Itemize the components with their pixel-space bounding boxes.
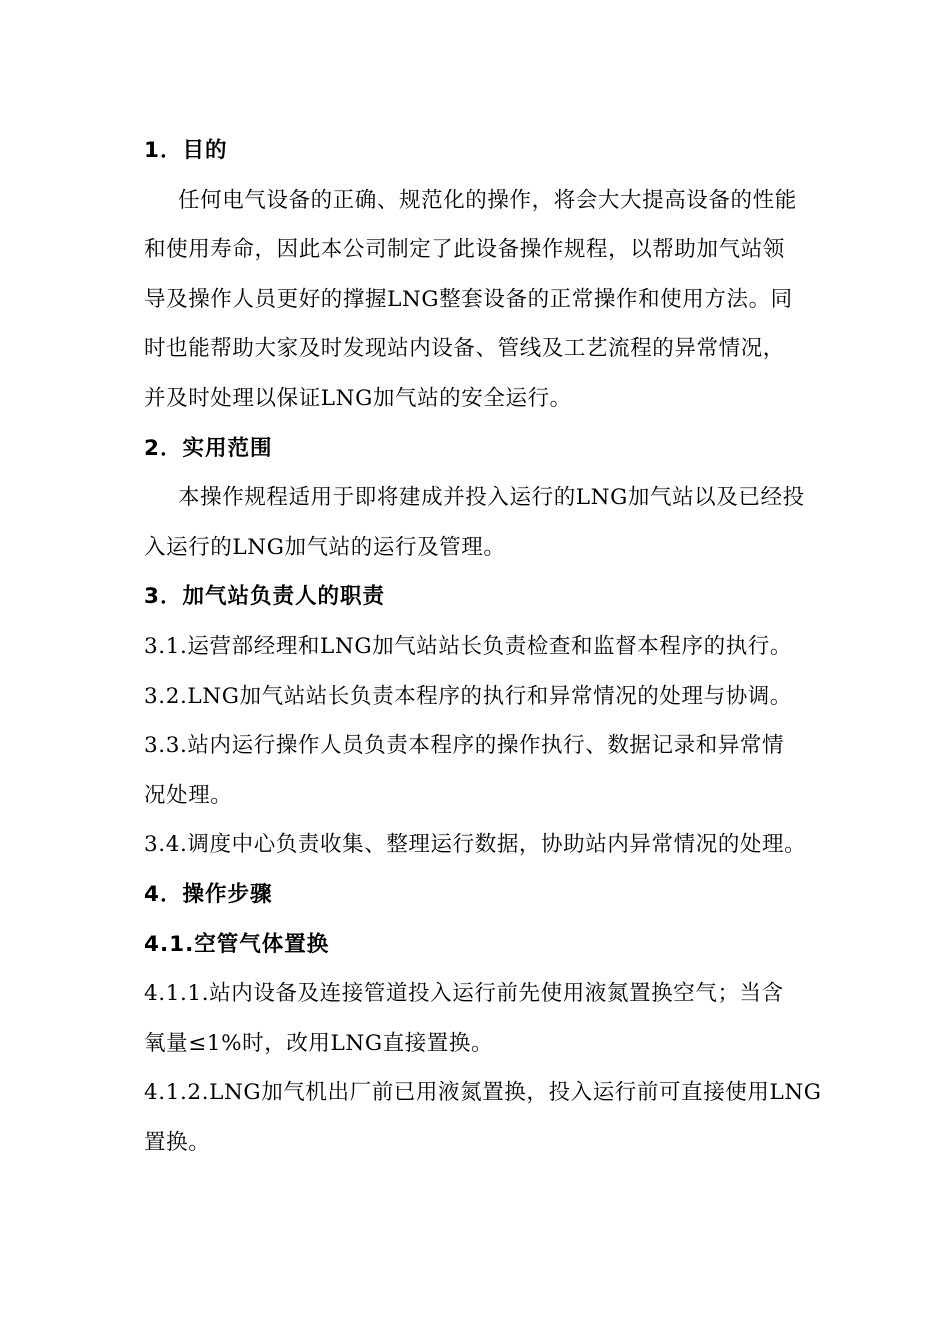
section-heading-procedure: 4．操作步骤 (144, 881, 273, 907)
paragraph-line: 和使用寿命，因此本公司制定了此设备操作规程，以帮助加气站领 (144, 237, 785, 263)
section-heading-purpose: 1．目的 (144, 138, 228, 163)
list-item-3-1: 3.1.运营部经理和LNG加气站站长负责检查和监督本程序的执行。 (144, 633, 792, 659)
list-item-4-1-1: 4.1.1.站内设备及连接管道投入运行前先使用液氮置换空气；当含 (144, 981, 784, 1007)
list-item-4-1-2-cont: 置换。 (144, 1129, 211, 1155)
list-item-3-4: 3.4.调度中心负责收集、整理运行数据，协助站内异常情况的处理。 (144, 832, 807, 858)
list-item-4-1-2: 4.1.2.LNG加气机出厂前已用液氮置换，投入运行前可直接使用LNG (144, 1080, 822, 1106)
paragraph-line: 并及时处理以保证LNG加气站的安全运行。 (144, 385, 572, 411)
list-item-3-3-cont: 况处理。 (144, 782, 233, 808)
paragraph-line: 任何电气设备的正确、规范化的操作，将会大大提高设备的性能 (178, 187, 797, 213)
subsection-heading-4-1: 4.1.空管气体置换 (144, 931, 330, 957)
paragraph-line: 入运行的LNG加气站的运行及管理。 (144, 534, 506, 560)
section-heading-scope: 2．实用范围 (144, 435, 273, 461)
paragraph-line: 导及操作人员更好的撑握LNG整套设备的正常操作和使用方法。同 (144, 286, 793, 312)
paragraph-line: 本操作规程适用于即将建成并投入运行的LNG加气站以及已经投 (178, 485, 805, 511)
list-item-4-1-1-cont: 氧量≤1%时，改用LNG直接置换。 (144, 1030, 494, 1056)
document-page (144, 126, 822, 1167)
paragraph-line: 时也能帮助大家及时发现站内设备、管线及工艺流程的异常情况， (144, 336, 785, 362)
list-item-3-2: 3.2.LNG加气站站长负责本程序的执行和异常情况的处理与协调。 (144, 683, 792, 709)
list-item-3-3: 3.3.站内运行操作人员负责本程序的操作执行、数据记录和异常情 (144, 733, 785, 759)
section-heading-responsibilities: 3．加气站负责人的职责 (144, 584, 385, 610)
